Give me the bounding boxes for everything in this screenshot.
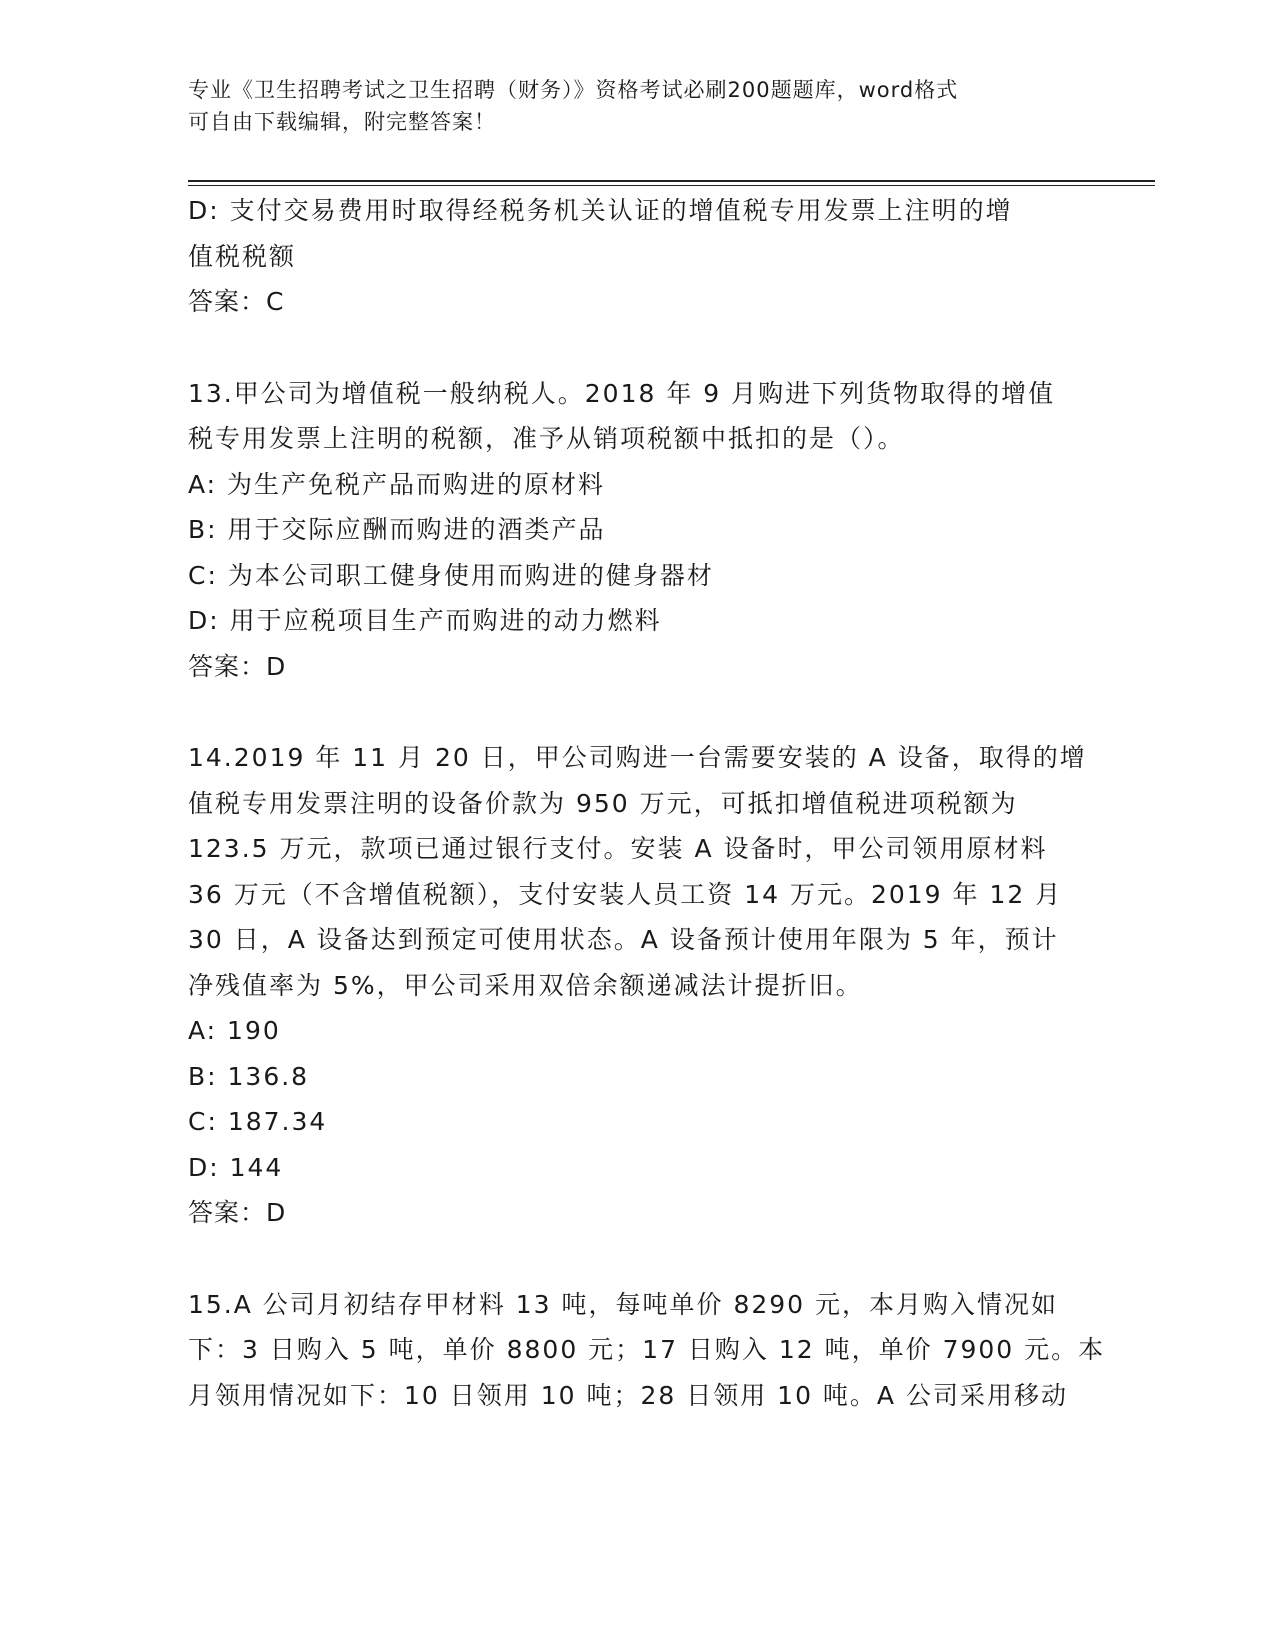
- spacer: [188, 325, 1088, 371]
- q12-answer: 答案：C: [188, 287, 285, 316]
- header-line-2: 可自由下载编辑，附完整答案！: [188, 110, 496, 134]
- q14-option-c: C: 187.34: [188, 1107, 328, 1136]
- header-line-1: 专业《卫生招聘考试之卫生招聘（财务）》资格考试必刷200题题库，word格式: [188, 78, 959, 102]
- question-14: [188, 735, 1088, 1236]
- q14-answer: 答案：D: [188, 1198, 287, 1227]
- header-divider-thick: [188, 180, 1155, 182]
- q14-stem-line-3: 123.5 万元，款项已通过银行支付。安装 A 设备时，甲公司领用原材料: [188, 834, 1048, 863]
- q14-option-a: A: 190: [188, 1016, 281, 1045]
- q14-stem-line-2: 值税专用发票注明的设备价款为 950 万元，可抵扣增值税进项税额为: [188, 788, 1018, 818]
- q13-option-c: C: 为本公司职工健身使用而购进的健身器材: [188, 560, 714, 590]
- q14-stem-line-6: 净残值率为 5%，甲公司采用双倍余额递减法计提折旧。: [188, 970, 863, 1000]
- q14-stem-line-4: 36 万元（不含增值税额），支付安装人员工资 14 万元。2019 年 12 月: [188, 879, 1063, 909]
- q14-option-b: B: 136.8: [188, 1061, 310, 1091]
- question-13: [188, 371, 1088, 690]
- q12-option-d-line-2: 值税税额: [188, 241, 297, 271]
- q13-option-a: A: 为生产免税产品而购进的原材料: [188, 469, 606, 499]
- q13-option-b: B: 用于交际应酬而购进的酒类产品: [188, 515, 606, 544]
- q13-option-d: D: 用于应税项目生产而购进的动力燃料: [188, 606, 662, 635]
- q15-stem-line-1: 15.A 公司月初结存甲材料 13 吨，每吨单价 8290 元，本月购入情况如: [188, 1289, 1059, 1319]
- spacer: [188, 689, 1088, 735]
- q13-stem-line-1: 13.甲公司为增值税一般纳税人。2018 年 9 月购进下列货物取得的增值: [188, 378, 1056, 408]
- q12-option-d-line-1: D: 支付交易费用时取得经税务机关认证的增值税专用发票上注明的增: [188, 196, 1013, 225]
- header-divider-thin: [188, 185, 1155, 186]
- document-body: [188, 188, 1106, 1418]
- q15-stem-line-3: 月领用情况如下：10 日领用 10 吨；28 日领用 10 吨。A 公司采用移动: [188, 1380, 1068, 1410]
- q14-stem-line-5: 30 日，A 设备达到预定可使用状态。A 设备预计使用年限为 5 年，预计: [188, 925, 1059, 954]
- q13-answer: 答案：D: [188, 651, 287, 681]
- q15-stem-line-2: 下：3 日购入 5 吨，单价 8800 元；17 日购入 12 吨，单价 7900 元。本: [188, 1335, 1106, 1364]
- question-15: [188, 1282, 1106, 1419]
- spacer: [188, 1236, 1088, 1282]
- q13-stem-line-2: 税专用发票上注明的税额，准予从销项税额中抵扣的是（）。: [188, 424, 905, 453]
- question-12-tail: [188, 188, 1088, 325]
- q14-option-d: D: 144: [188, 1152, 284, 1182]
- q14-stem-line-1: 14.2019 年 11 月 20 日，甲公司购进一台需要安装的 A 设备，取得的增: [188, 743, 1087, 772]
- page-header: [188, 74, 1088, 138]
